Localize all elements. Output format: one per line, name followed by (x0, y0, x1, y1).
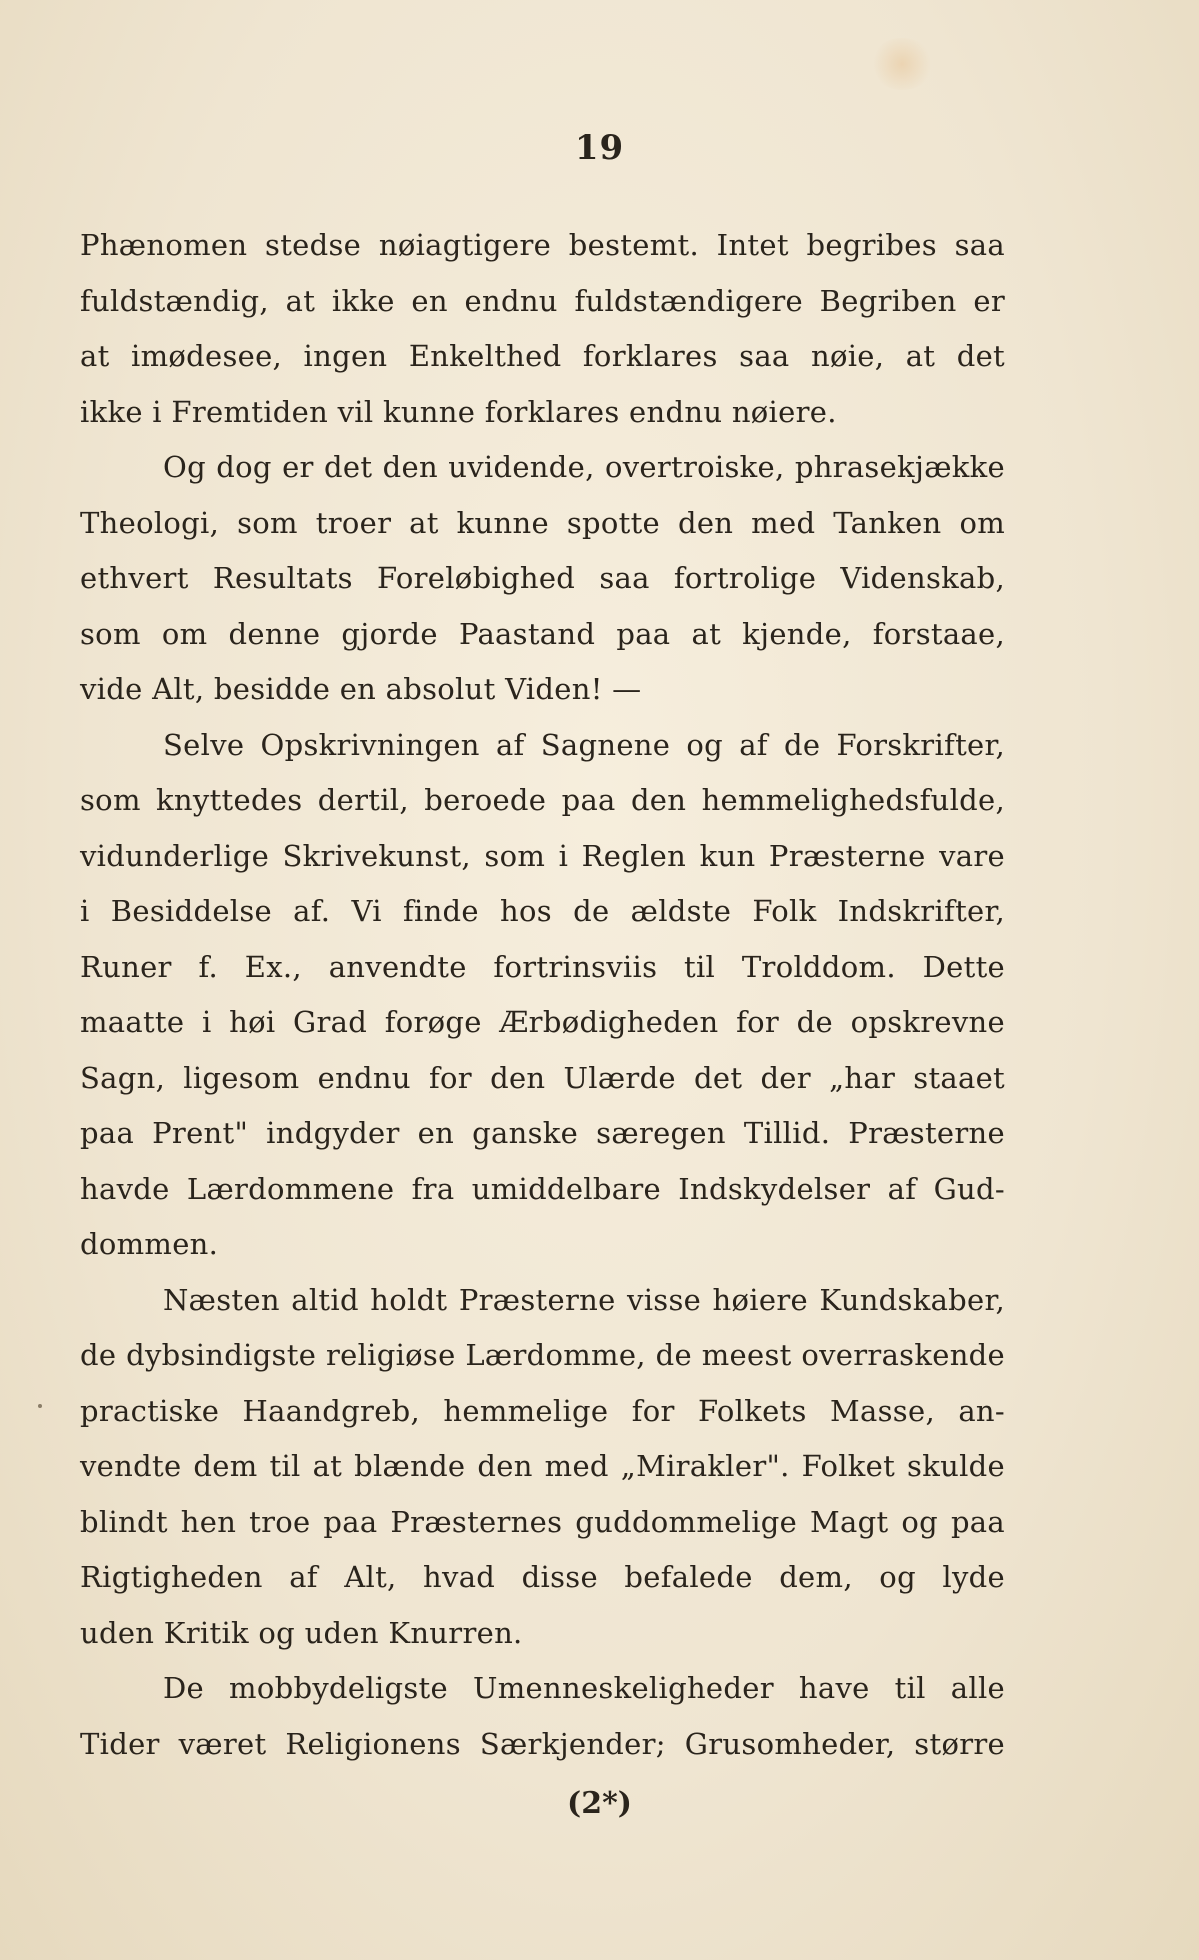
text-line: dommen. (80, 1227, 219, 1261)
text-line: blindt hen troe paa Præsternes guddommelige Magt og paa (80, 1504, 1005, 1539)
text-line: uden Kritik og uden Knurren. (80, 1615, 523, 1650)
text-line: Sagn, ligesom endnu for den Ulærde det der „har staaet (80, 1060, 1005, 1095)
page-number: 19 (574, 128, 625, 168)
text-line: vendte dem til at blænde den med „Mirakler". Folket skulde (80, 1449, 1005, 1483)
text-line: de dybsindigste religiøse Lærdomme, de meest overraskende (80, 1338, 1005, 1372)
text-line: De mobbydeligste Umenneskeligheder have til alle (163, 1671, 1005, 1705)
text-line: som om denne gjorde Paastand paa at kjende, forstaae, (80, 616, 1005, 651)
text-line: Phænomen stedse nøiagtigere bestemt. Intet begribes saa (80, 228, 1005, 262)
text-line: ikke i Fremtiden vil kunne forklares endnu nøiere. (80, 394, 837, 429)
ink-speck (38, 1404, 42, 1408)
text-line: Og dog er det den uvidende, overtroiske, phrasekjække (163, 450, 1005, 484)
body-text (80, 218, 1005, 1772)
signature-mark: (2*) (567, 1786, 632, 1821)
text-line: Selve Opskrivningen af Sagnene og af de Forskrifter, (163, 727, 1005, 762)
text-line: Rigtigheden af Alt, hvad disse befalede dem, og lyde (80, 1560, 1005, 1594)
text-line: Tider været Religionens Særkjender; Grusomheder, større (80, 1726, 1005, 1761)
text-line: Runer f. Ex., anvendte fortrinsviis til Trolddom. Dette (80, 949, 1005, 984)
text-line: vidunderlige Skrivekunst, som i Reglen kun Præsterne vare (80, 838, 1005, 873)
text-line: havde Lærdommene fra umiddelbare Indskydelser af Gud- (80, 1171, 1005, 1206)
text-line: som knyttedes dertil, beroede paa den hemmelighedsfulde, (80, 783, 1005, 817)
text-line: ethvert Resultats Foreløbighed saa fortrolige Videnskab, (80, 561, 1005, 595)
text-line: i Besiddelse af. Vi finde hos de ældste Folk Indskrifter, (80, 894, 1005, 928)
text-line: at imødesee, ingen Enkelthed forklares saa nøie, at det (80, 339, 1005, 373)
text-line: practiske Haandgreb, hemmelige for Folkets Masse, an- (80, 1393, 1005, 1428)
text-line: Næsten altid holdt Præsterne visse høiere Kundskaber, (163, 1282, 1005, 1317)
text-line: maatte i høi Grad forøge Ærbødigheden for de opskrevne (80, 1005, 1005, 1039)
paper-stain (870, 38, 934, 90)
text-line: Theologi, som troer at kunne spotte den med Tanken om (80, 505, 1005, 540)
text-line: fuldstændig, at ikke en endnu fuldstændigere Begriben er (80, 283, 1005, 318)
text-line: vide Alt, besidde en absolut Viden! — (80, 672, 642, 706)
text-line: paa Prent" indgyder en ganske særegen Tillid. Præsterne (80, 1116, 1005, 1150)
